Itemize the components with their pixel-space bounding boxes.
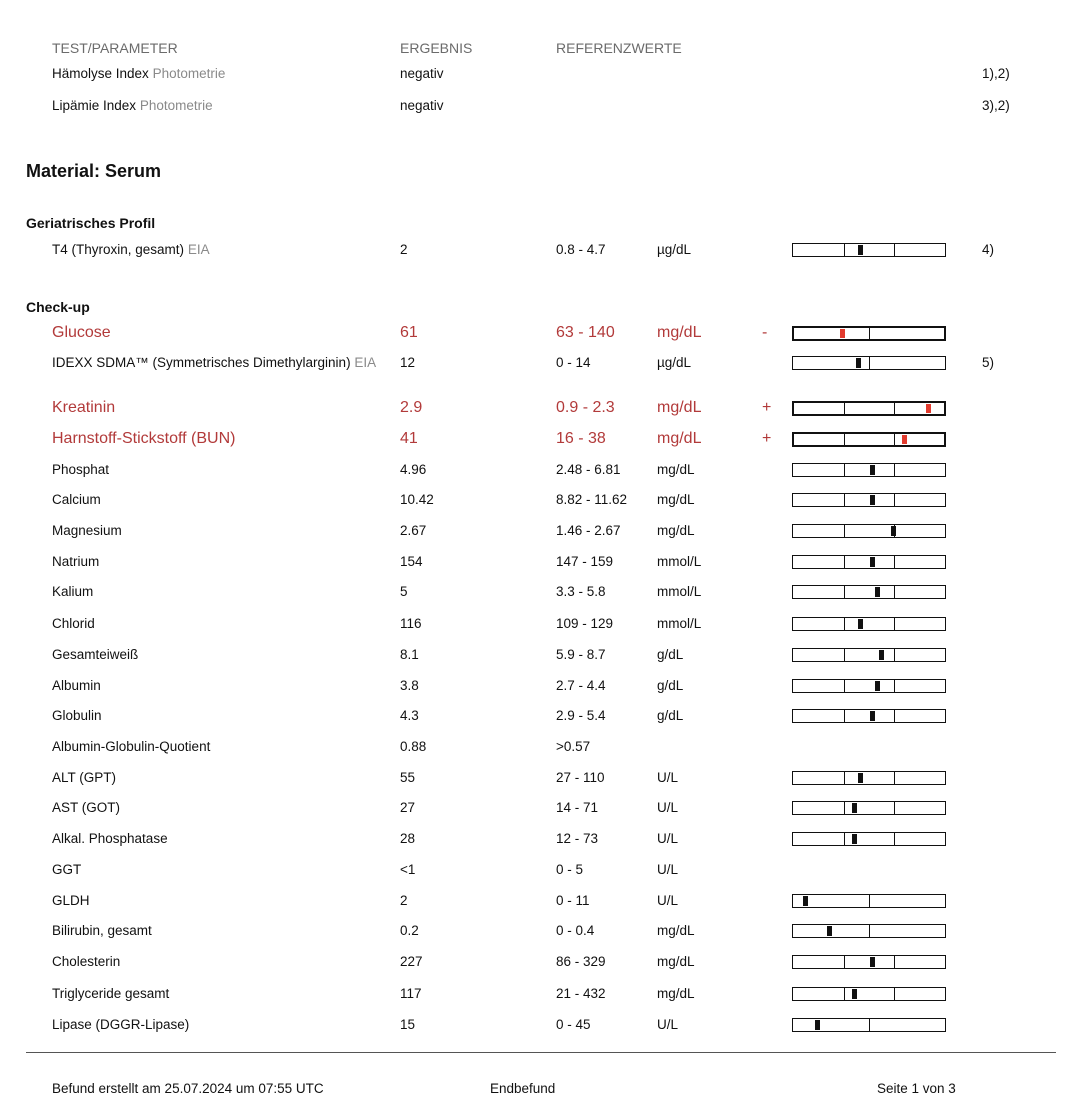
reference-range: 14 - 71 xyxy=(556,800,599,815)
range-bar xyxy=(792,617,946,631)
test-name xyxy=(52,554,392,569)
flag-indicator: + xyxy=(762,430,772,447)
test-name-label: Albumin-Globulin-Quotient xyxy=(52,739,211,754)
range-tick xyxy=(894,618,895,630)
test-name xyxy=(52,893,392,908)
range-bar xyxy=(792,356,946,370)
test-name-label: Lipase (DGGR-Lipase) xyxy=(52,1017,190,1032)
test-name xyxy=(52,647,392,662)
unit: U/L xyxy=(657,800,679,815)
range-tick xyxy=(844,403,845,414)
value-marker xyxy=(858,619,863,629)
test-name-label: T4 (Thyroxin, gesamt) xyxy=(52,242,185,257)
range-tick xyxy=(894,244,895,256)
unit: mg/dL xyxy=(657,923,695,938)
result-value: 117 xyxy=(400,986,422,1001)
result-value: 27 xyxy=(400,800,416,815)
reference-range: 0 - 0.4 xyxy=(556,923,595,938)
range-bar xyxy=(792,987,946,1001)
range-tick xyxy=(844,525,845,537)
range-bar xyxy=(792,326,946,341)
test-name xyxy=(52,708,392,723)
range-tick xyxy=(844,710,845,722)
reference-range: 3.3 - 5.8 xyxy=(556,584,606,599)
value-marker xyxy=(827,926,832,936)
test-name-label: AST (GOT) xyxy=(52,800,121,815)
result-value: 5 xyxy=(400,584,408,599)
test-name-label: GLDH xyxy=(52,893,90,908)
range-bar xyxy=(792,1018,946,1032)
unit: mg/dL xyxy=(657,324,702,341)
result-value: 2 xyxy=(400,242,408,257)
reference-range: 1.46 - 2.67 xyxy=(556,523,621,538)
flag-indicator: - xyxy=(762,324,768,341)
test-name-label: Calcium xyxy=(52,492,101,507)
range-tick xyxy=(844,244,845,256)
test-name xyxy=(52,66,225,81)
result-value: 2.67 xyxy=(400,523,427,538)
range-bar xyxy=(792,243,946,257)
value-marker xyxy=(875,681,880,691)
test-name xyxy=(52,986,392,1001)
group-checkup: Check-up xyxy=(26,299,90,315)
test-name xyxy=(52,523,392,538)
range-tick xyxy=(844,618,845,630)
reference-range: 86 - 329 xyxy=(556,954,606,969)
test-name xyxy=(52,430,392,448)
test-name-label: GGT xyxy=(52,862,82,877)
reference-range: 63 - 140 xyxy=(556,324,615,341)
test-name-label: Globulin xyxy=(52,708,102,723)
value-marker xyxy=(891,526,896,536)
range-tick xyxy=(894,802,895,814)
reference-range: 109 - 129 xyxy=(556,616,614,631)
result-value: 28 xyxy=(400,831,416,846)
test-name xyxy=(52,739,392,754)
test-name-label: Kalium xyxy=(52,584,94,599)
value-marker xyxy=(803,896,808,906)
range-tick xyxy=(844,586,845,598)
test-name-label: Glucose xyxy=(52,324,111,341)
test-name-label: ALT (GPT) xyxy=(52,770,117,785)
reference-range: 12 - 73 xyxy=(556,831,599,846)
range-tick xyxy=(894,710,895,722)
range-bar xyxy=(792,463,946,477)
test-name-label: Triglyceride gesamt xyxy=(52,986,170,1001)
test-name xyxy=(52,954,392,969)
test-name xyxy=(52,399,392,417)
result-value: 41 xyxy=(400,430,418,447)
unit: U/L xyxy=(657,862,679,877)
test-name xyxy=(52,98,213,113)
result-value: 227 xyxy=(400,954,423,969)
result-value: 0.2 xyxy=(400,923,419,938)
test-name xyxy=(52,678,392,693)
reference-range: 2.7 - 4.4 xyxy=(556,678,606,693)
test-name xyxy=(52,324,392,342)
range-tick xyxy=(894,586,895,598)
reference-range: >0.57 xyxy=(556,739,591,754)
range-bar xyxy=(792,648,946,662)
range-bar xyxy=(792,709,946,723)
test-method: EIA xyxy=(187,242,210,257)
range-bar xyxy=(792,493,946,507)
reference-range: 0 - 5 xyxy=(556,862,584,877)
range-tick xyxy=(844,772,845,784)
range-bar xyxy=(792,679,946,693)
result-value: 15 xyxy=(400,1017,416,1032)
reference-range: 8.82 - 11.62 xyxy=(556,492,628,507)
value-marker xyxy=(870,495,875,505)
value-marker xyxy=(852,834,857,844)
range-bar xyxy=(792,894,946,908)
value-marker xyxy=(870,711,875,721)
footer-page: Seite 1 von 3 xyxy=(877,1081,956,1096)
test-name-label: Cholesterin xyxy=(52,954,121,969)
value-marker xyxy=(852,989,857,999)
result-value: 2.9 xyxy=(400,399,423,416)
result-value: <1 xyxy=(400,862,416,877)
unit: mmol/L xyxy=(657,584,702,599)
result-value: 3.8 xyxy=(400,678,419,693)
test-name xyxy=(52,242,392,257)
range-bar xyxy=(792,524,946,538)
range-tick xyxy=(844,434,845,445)
test-name xyxy=(52,355,392,370)
test-method: EIA xyxy=(354,355,377,370)
footnote-ref: 5) xyxy=(982,355,995,370)
range-tick xyxy=(894,403,895,414)
unit: mg/dL xyxy=(657,986,695,1001)
header-result: ERGEBNIS xyxy=(400,40,473,56)
reference-range: 2.9 - 5.4 xyxy=(556,708,606,723)
unit: U/L xyxy=(657,893,679,908)
range-tick xyxy=(869,328,870,339)
range-tick xyxy=(894,833,895,845)
test-name-label: Alkal. Phosphatase xyxy=(52,831,168,846)
reference-range: 2.48 - 6.81 xyxy=(556,462,621,477)
range-tick xyxy=(894,772,895,784)
reference-range: 0 - 14 xyxy=(556,355,591,370)
range-tick xyxy=(844,556,845,568)
range-tick xyxy=(894,556,895,568)
reference-range: 21 - 432 xyxy=(556,986,606,1001)
range-bar xyxy=(792,832,946,846)
value-marker xyxy=(858,773,863,783)
test-name-label: IDEXX SDMA™ (Symmetrisches Dimethylarginin) xyxy=(52,355,351,370)
value-marker xyxy=(856,358,861,368)
range-tick xyxy=(844,802,845,814)
result-value: 12 xyxy=(400,355,416,370)
test-name-label: Kreatinin xyxy=(52,399,116,416)
test-method: Photometrie xyxy=(139,98,213,113)
result-value: 8.1 xyxy=(400,647,419,662)
reference-range: 5.9 - 8.7 xyxy=(556,647,606,662)
unit: mg/dL xyxy=(657,523,695,538)
range-bar xyxy=(792,585,946,599)
range-tick xyxy=(869,925,870,937)
range-tick xyxy=(844,649,845,661)
test-name-label: Bilirubin, gesamt xyxy=(52,923,152,938)
range-tick xyxy=(894,494,895,506)
range-tick xyxy=(869,895,870,907)
range-tick xyxy=(844,680,845,692)
result-value: 55 xyxy=(400,770,416,785)
range-tick xyxy=(844,494,845,506)
unit: µg/dL xyxy=(657,242,692,257)
value-marker xyxy=(879,650,884,660)
test-name xyxy=(52,862,392,877)
range-tick xyxy=(844,956,845,968)
result-value: 0.88 xyxy=(400,739,427,754)
range-tick xyxy=(894,988,895,1000)
value-marker xyxy=(902,435,907,444)
unit: U/L xyxy=(657,1017,679,1032)
flag-indicator: + xyxy=(762,399,772,416)
value-marker xyxy=(858,245,863,255)
range-tick xyxy=(894,956,895,968)
result-value: 116 xyxy=(400,616,422,631)
range-tick xyxy=(894,434,895,445)
footer-status: Endbefund xyxy=(490,1081,556,1096)
range-tick xyxy=(844,988,845,1000)
footnote-ref: 4) xyxy=(982,242,995,257)
reference-range: 27 - 110 xyxy=(556,770,605,785)
test-method: Photometrie xyxy=(152,66,226,81)
test-name-label: Hämolyse Index xyxy=(52,66,149,81)
test-name-label: Magnesium xyxy=(52,523,122,538)
footer-divider xyxy=(26,1052,1056,1053)
value-marker xyxy=(870,465,875,475)
unit: mg/dL xyxy=(657,399,702,416)
reference-range: 0 - 45 xyxy=(556,1017,591,1032)
result-value: 61 xyxy=(400,324,418,341)
test-name-label: Lipämie Index xyxy=(52,98,137,113)
range-tick xyxy=(869,357,870,369)
unit: g/dL xyxy=(657,647,684,662)
test-name-label: Gesamteiweiß xyxy=(52,647,139,662)
test-name xyxy=(52,584,392,599)
header-reference: REFERENZWERTE xyxy=(556,40,682,56)
test-name-label: Albumin xyxy=(52,678,101,693)
footnote-ref: 3),2) xyxy=(982,98,1010,113)
test-name-label: Chlorid xyxy=(52,616,95,631)
unit: U/L xyxy=(657,770,679,785)
range-tick xyxy=(844,464,845,476)
unit: mg/dL xyxy=(657,430,702,447)
test-name xyxy=(52,492,392,507)
range-bar xyxy=(792,401,946,416)
header-test: TEST/PARAMETER xyxy=(52,40,178,56)
reference-range: 0.9 - 2.3 xyxy=(556,399,615,416)
result-value: 10.42 xyxy=(400,492,434,507)
range-bar xyxy=(792,771,946,785)
test-name xyxy=(52,770,392,785)
value-marker xyxy=(815,1020,820,1030)
unit: mg/dL xyxy=(657,492,695,507)
test-name xyxy=(52,462,392,477)
unit: mmol/L xyxy=(657,616,702,631)
unit: g/dL xyxy=(657,708,684,723)
reference-range: 147 - 159 xyxy=(556,554,614,569)
group-geriatric: Geriatrisches Profil xyxy=(26,215,156,231)
value-marker xyxy=(926,404,931,413)
unit: U/L xyxy=(657,831,679,846)
value-marker xyxy=(840,329,845,338)
unit: mg/dL xyxy=(657,462,695,477)
value-marker xyxy=(852,803,857,813)
footnote-ref: 1),2) xyxy=(982,66,1010,81)
material-heading: Material: Serum xyxy=(26,161,162,181)
value-marker xyxy=(870,957,875,967)
test-name-label: Phosphat xyxy=(52,462,110,477)
result-value: 4.96 xyxy=(400,462,427,477)
unit: µg/dL xyxy=(657,355,692,370)
range-tick xyxy=(894,680,895,692)
result-value: negativ xyxy=(400,66,444,81)
reference-range: 0.8 - 4.7 xyxy=(556,242,606,257)
unit: mg/dL xyxy=(657,954,695,969)
range-bar xyxy=(792,432,946,447)
range-bar xyxy=(792,801,946,815)
range-bar xyxy=(792,955,946,969)
range-tick xyxy=(894,464,895,476)
unit: g/dL xyxy=(657,678,684,693)
range-bar xyxy=(792,924,946,938)
value-marker xyxy=(875,587,880,597)
result-value: 154 xyxy=(400,554,423,569)
reference-range: 16 - 38 xyxy=(556,430,606,447)
value-marker xyxy=(870,557,875,567)
test-name-label: Harnstoff-Stickstoff (BUN) xyxy=(52,430,236,447)
result-value: negativ xyxy=(400,98,444,113)
test-name xyxy=(52,800,392,815)
test-name xyxy=(52,831,392,846)
reference-range: 0 - 11 xyxy=(556,893,590,908)
range-tick xyxy=(869,1019,870,1031)
result-value: 2 xyxy=(400,893,408,908)
test-name xyxy=(52,923,392,938)
range-bar xyxy=(792,555,946,569)
range-tick xyxy=(844,833,845,845)
test-name-label: Natrium xyxy=(52,554,100,569)
result-value: 4.3 xyxy=(400,708,419,723)
unit: mmol/L xyxy=(657,554,702,569)
test-name xyxy=(52,616,392,631)
footer-created: Befund erstellt am 25.07.2024 um 07:55 UTC xyxy=(52,1081,324,1096)
range-tick xyxy=(894,649,895,661)
test-name xyxy=(52,1017,392,1032)
